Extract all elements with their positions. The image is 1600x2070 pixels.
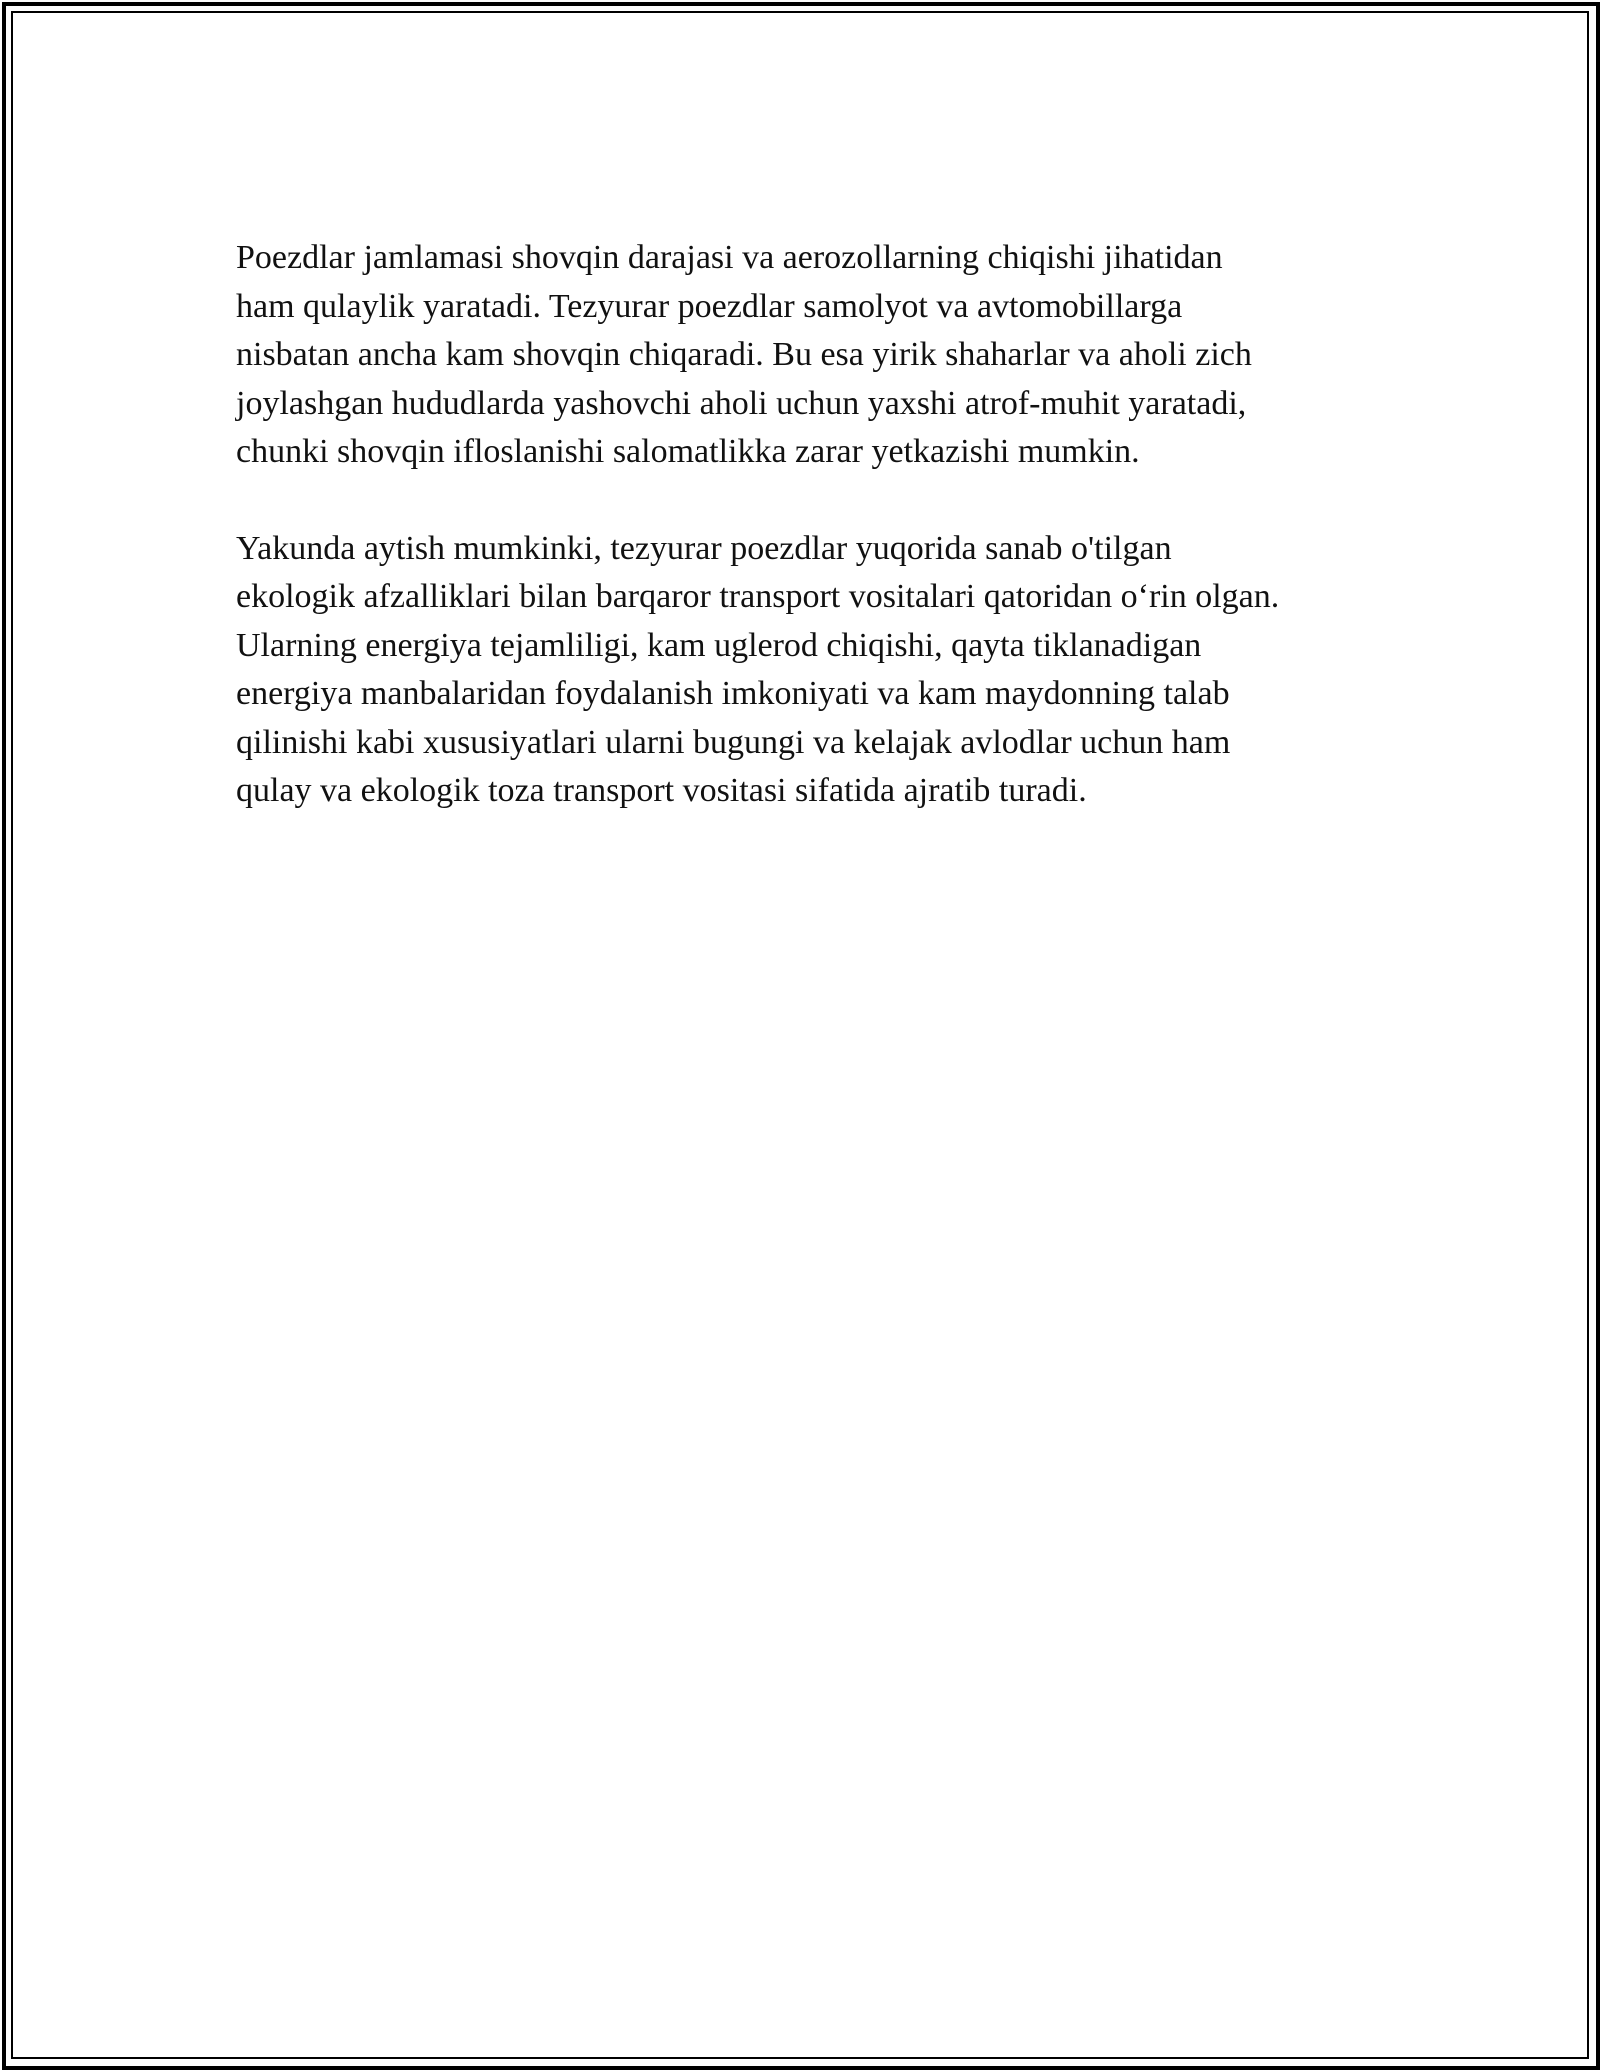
paragraph-noise: Poezdlar jamlamasi shovqin darajasi va aerozollarning chiqishi jihatidan ham qulaylik yaratadi. Tezyurar poezdlar samolyot va avtomobillarga nisbatan ancha kam shovqin chiqaradi. Bu esa yirik shaharlar va aholi zich joylashgan hududlarda yashovchi aholi uchun yaxshi atrof-muhit yaratadi, chunki shovqin ifloslanishi salomatlikka zarar yetkazishi mumkin. <box>236 239 1252 470</box>
paragraph-conclusion: Yakunda aytish mumkinki, tezyurar poezdlar yuqorida sanab o'tilgan ekologik afzalliklari bilan barqaror transport vositalari qatoridan o‘rin olgan. Ularning energiya tejamliligi, kam uglerod chiqishi, qayta tiklanadigan energiya manbalaridan foydalanish imkoniyati va kam maydonning talab qilinishi kabi xususiyatlari ularni bugungi va kelajak avlodlar uchun ham qulay va ekologik toza transport vositasi sifatida ajratib turadi. <box>236 529 1280 809</box>
document-body <box>236 234 1386 816</box>
